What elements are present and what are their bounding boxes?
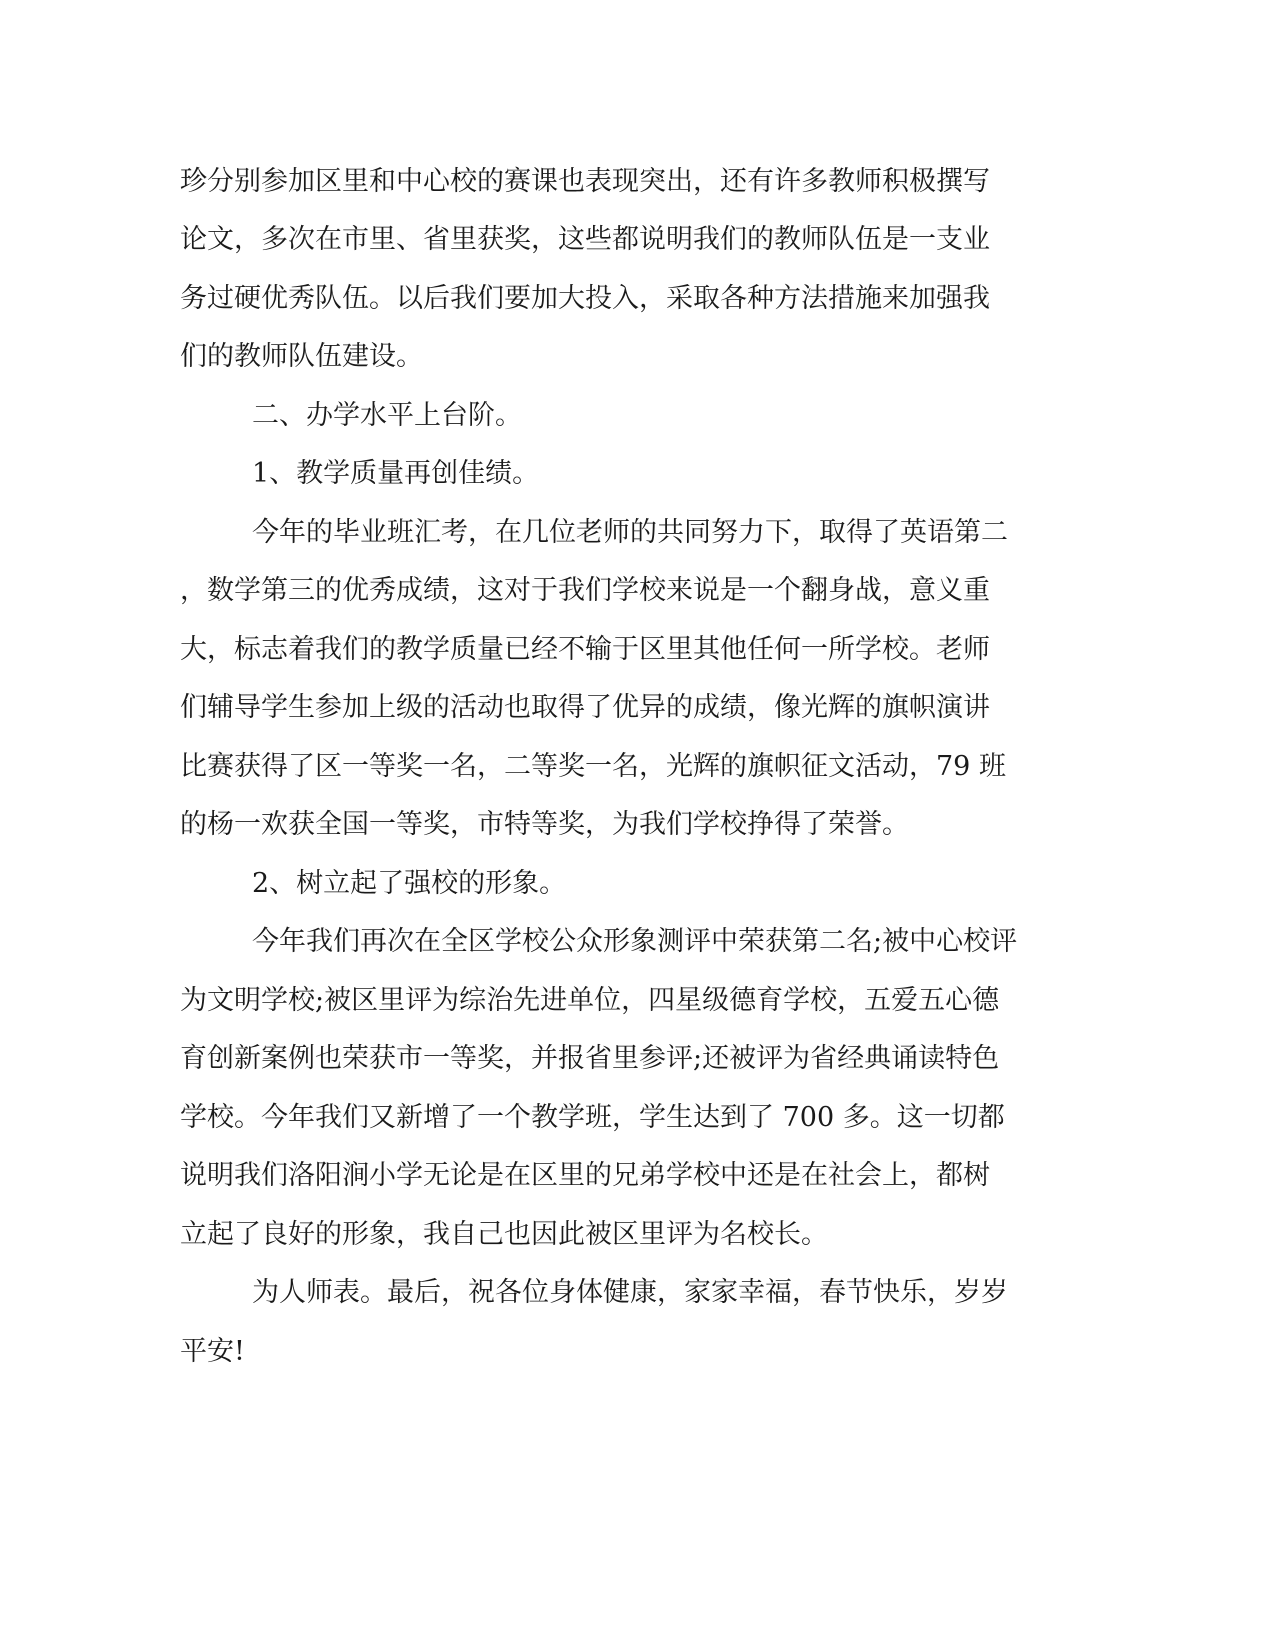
text-line: 比赛获得了区一等奖一名，二等奖一名，光辉的旗帜征文活动，79 班 xyxy=(180,751,1006,782)
text-line: ，数学第三的优秀成绩，这对于我们学校来说是一个翻身战，意义重 xyxy=(180,575,990,606)
text-line: 学校。今年我们又新增了一个教学班，学生达到了 700 多。这一切都 xyxy=(180,1102,1005,1133)
text-line: 为文明学校;被区里评为综治先进单位，四星级德育学校，五爱五心德 xyxy=(180,985,1000,1016)
text-line: 大，标志着我们的教学质量已经不输于区里其他任何一所学校。老师 xyxy=(180,634,990,665)
text-line: 为人师表。最后，祝各位身体健康，家家幸福，春节快乐，岁岁 xyxy=(252,1277,1008,1308)
text-line: 珍分别参加区里和中心校的赛课也表现突出，还有许多教师积极撰写 xyxy=(180,166,990,197)
text-line: 育创新案例也荣获市一等奖，并报省里参评;还被评为省经典诵读特色 xyxy=(180,1043,1000,1074)
subsection-heading: 1、教学质量再创佳绩。 xyxy=(252,458,540,489)
text-line: 平安! xyxy=(180,1336,245,1367)
text-line: 立起了良好的形象，我自己也因此被区里评为名校长。 xyxy=(180,1219,828,1250)
subsection-heading: 2、树立起了强校的形象。 xyxy=(252,868,567,899)
text-line: 们辅导学生参加上级的活动也取得了优异的成绩，像光辉的旗帜演讲 xyxy=(180,692,990,723)
text-line: 们的教师队伍建设。 xyxy=(180,341,423,372)
text-line: 论文，多次在市里、省里获奖，这些都说明我们的教师队伍是一支业 xyxy=(180,224,990,255)
text-line: 的杨一欢获全国一等奖，市特等奖，为我们学校挣得了荣誉。 xyxy=(180,809,909,840)
text-line: 今年我们再次在全区学校公众形象测评中荣获第二名;被中心校评 xyxy=(252,926,1018,957)
text-line: 务过硬优秀队伍。以后我们要加大投入，采取各种方法措施来加强我 xyxy=(180,283,990,314)
text-line: 今年的毕业班汇考，在几位老师的共同努力下，取得了英语第二 xyxy=(252,517,1008,548)
section-heading: 二、办学水平上台阶。 xyxy=(252,400,522,431)
text-line: 说明我们洛阳涧小学无论是在区里的兄弟学校中还是在社会上，都树 xyxy=(180,1160,990,1191)
